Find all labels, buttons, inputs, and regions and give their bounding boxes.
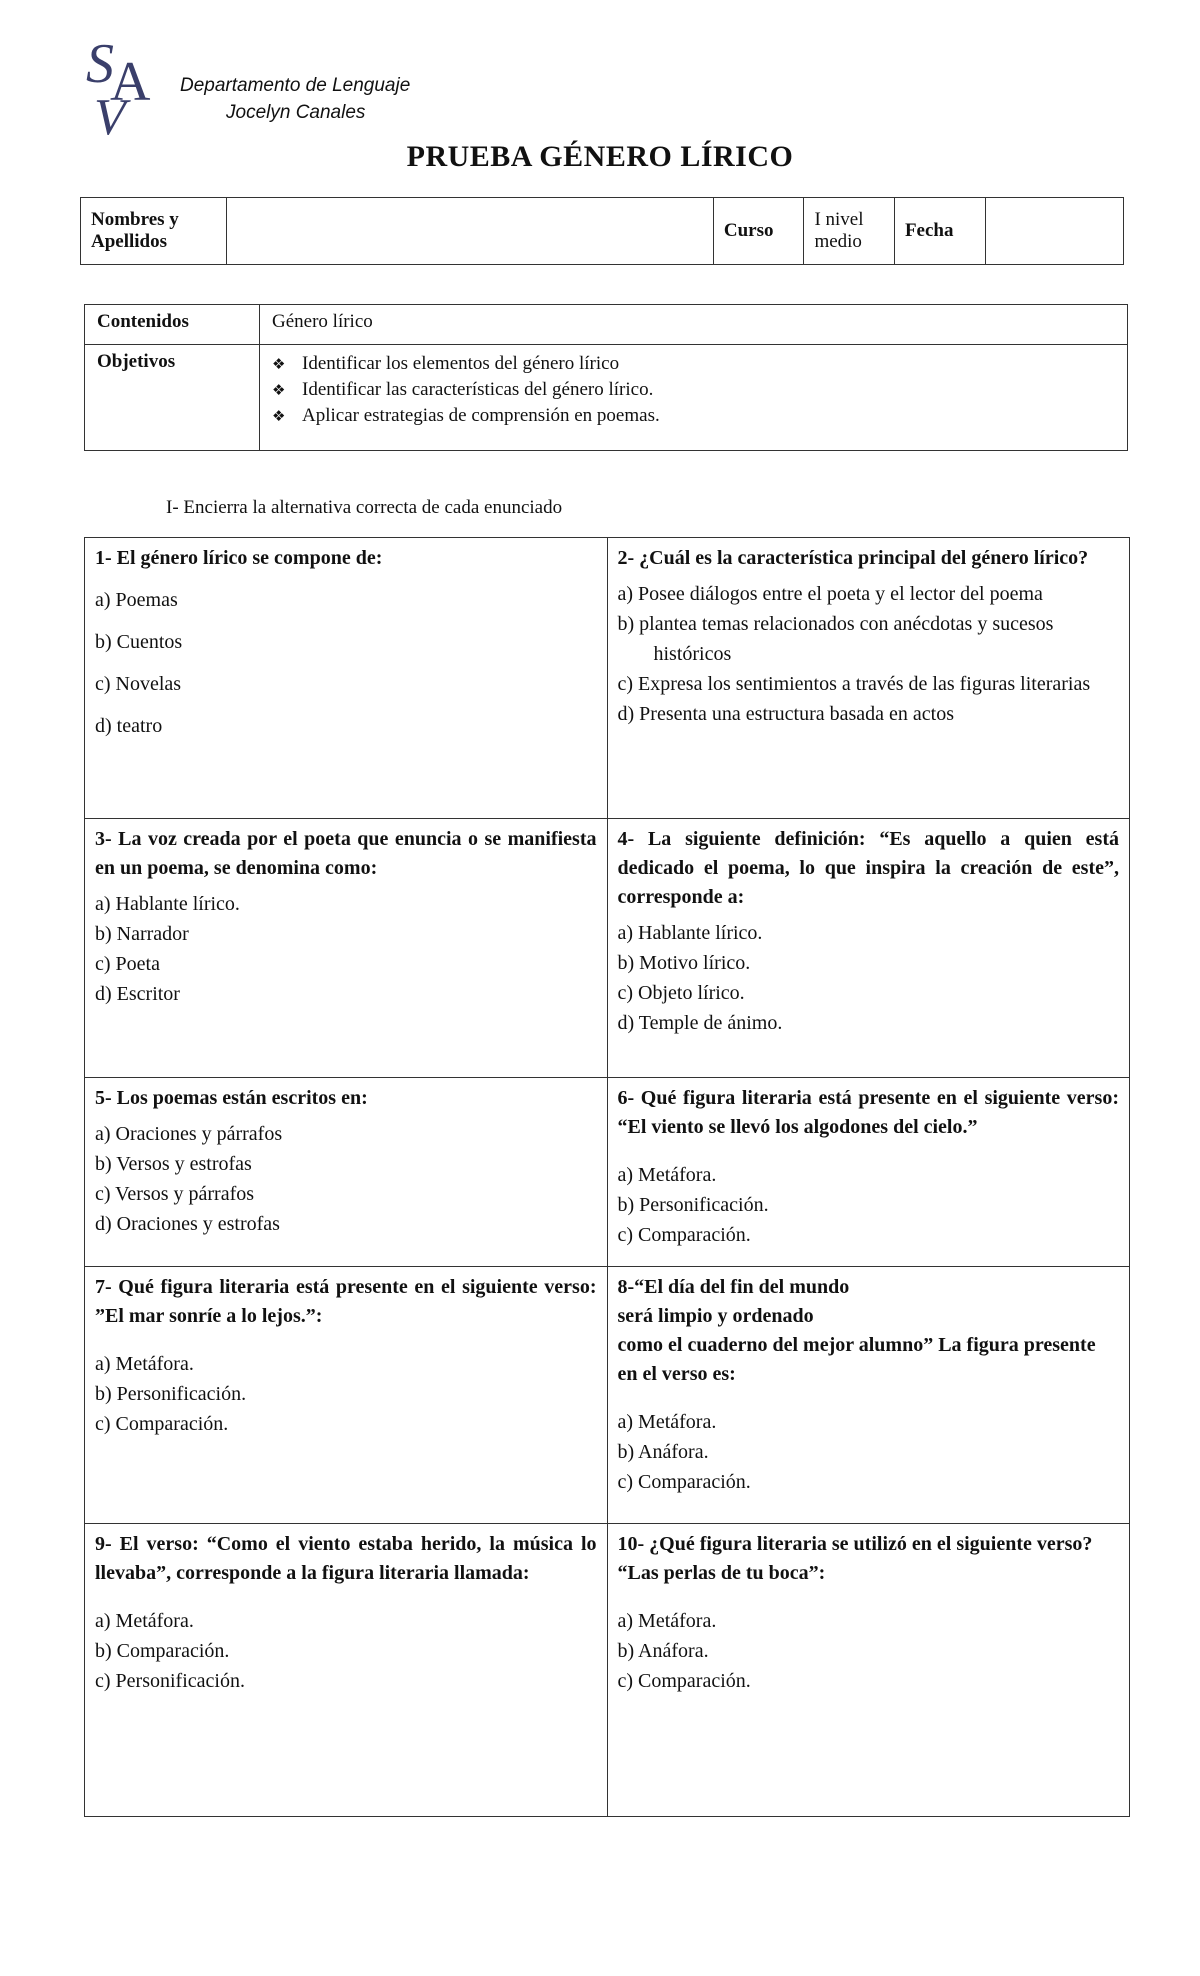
option[interactable]: b) plantea temas relacionados con anécdotas y sucesos históricos [617, 613, 1054, 665]
question-text-line: 10- ¿Qué figura literaria se utilizó en el siguiente verso? [617, 1533, 1093, 1555]
option[interactable]: b) Cuentos [95, 631, 183, 653]
contents-label: Contenidos [85, 305, 260, 345]
option[interactable]: d) Oraciones y estrofas [95, 1213, 280, 1235]
logo-letter-v: V [94, 89, 126, 140]
question-text: 3- La voz creada por el poeta que enuncia o se manifiesta en un poema, se denomina como: [95, 828, 597, 879]
question-text-line: será limpio y ordenado [617, 1305, 814, 1327]
diamond-bullet-icon: ❖ [272, 381, 286, 399]
option[interactable]: c) Expresa los sentimientos a través de las figuras literarias [617, 673, 1091, 695]
option[interactable]: a) Metáfora. [617, 1411, 717, 1433]
question-10 [607, 1524, 1130, 1817]
option[interactable]: a) Metáfora. [617, 1610, 717, 1632]
question-text [618, 1273, 1120, 1389]
question-text: 5- Los poemas están escritos en: [95, 1087, 368, 1109]
question-7 [85, 1267, 608, 1524]
objectives-label: Objetivos [85, 345, 260, 451]
objectives-cell [260, 345, 1128, 451]
options-list [618, 579, 1120, 729]
course-label: Curso [713, 198, 804, 265]
option[interactable]: a) Metáfora. [95, 1353, 194, 1375]
option[interactable]: b) Anáfora. [617, 1441, 709, 1463]
department-header [180, 72, 410, 126]
question-text-line: como el cuaderno del mejor alumno” La figura presente en el verso es: [617, 1334, 1096, 1385]
question-text: 9- El verso: “Como el viento estaba herido, la música lo llevaba”, corresponde a la figura literaria llamada: [95, 1533, 597, 1584]
option[interactable]: d) Presenta una estructura basada en actos [617, 703, 955, 725]
question-1 [85, 538, 608, 819]
option[interactable]: b) Comparación. [95, 1640, 230, 1662]
diamond-bullet-icon: ❖ [272, 355, 286, 373]
question-9 [85, 1524, 608, 1817]
options-list [95, 1119, 597, 1239]
option[interactable]: b) Anáfora. [617, 1640, 709, 1662]
objectives-list [272, 351, 1115, 429]
option[interactable]: c) Novelas [95, 673, 182, 695]
student-info-table [80, 197, 1124, 265]
question-8 [607, 1267, 1130, 1524]
option[interactable]: a) Poemas [95, 589, 178, 611]
name-label: Nombres y Apellidos [81, 198, 227, 265]
option[interactable]: a) Hablante lírico. [95, 893, 240, 915]
teacher-name: Jocelyn Canales [226, 102, 366, 123]
options-list [95, 579, 597, 747]
option[interactable]: a) Metáfora. [95, 1610, 194, 1632]
objective-item: ❖ Identificar los elementos del género lírico [272, 351, 1115, 377]
option[interactable]: d) teatro [95, 715, 163, 737]
option[interactable]: c) Comparación. [95, 1413, 229, 1435]
question-text: 1- El género lírico se compone de: [95, 547, 383, 569]
logo-letter-a: A [110, 51, 151, 113]
question-text: 4- La siguiente definición: “Es aquello a quien está dedicado el poema, lo que inspira la creación de este”, corresponde a: [617, 828, 1119, 908]
options-list [618, 1407, 1120, 1497]
options-list [95, 1349, 597, 1439]
option[interactable]: b) Personificación. [95, 1383, 247, 1405]
instruction: I- Encierra la alternativa correcta de cada enunciado [166, 497, 563, 518]
options-list [618, 918, 1120, 1038]
question-5 [85, 1078, 608, 1267]
question-text [618, 1530, 1120, 1588]
name-field[interactable] [226, 198, 713, 265]
option[interactable]: a) Hablante lírico. [617, 922, 763, 944]
question-text: 6- Qué figura literaria está presente en el siguiente verso: “El viento se llevó los algodones del cielo.” [617, 1087, 1119, 1138]
option[interactable]: d) Escritor [95, 983, 180, 1005]
option[interactable]: c) Comparación. [617, 1670, 751, 1692]
option[interactable]: c) Versos y párrafos [95, 1183, 255, 1205]
question-text-line: 8-“El día del fin del mundo [617, 1276, 850, 1298]
option[interactable]: b) Motivo lírico. [617, 952, 751, 974]
options-list [618, 1160, 1120, 1250]
option[interactable]: c) Comparación. [617, 1471, 751, 1493]
option[interactable]: d) Temple de ánimo. [617, 1012, 783, 1034]
date-label: Fecha [894, 198, 985, 265]
logo-letter-s: S [86, 33, 114, 95]
school-logo [84, 30, 164, 140]
option[interactable]: b) Personificación. [617, 1194, 769, 1216]
option[interactable]: b) Versos y estrofas [95, 1153, 252, 1175]
options-list [618, 1606, 1120, 1696]
option[interactable]: a) Posee diálogos entre el poeta y el lector del poema [617, 583, 1043, 605]
department-name: Departamento de Lenguaje [180, 75, 411, 96]
option[interactable]: c) Poeta [95, 953, 160, 975]
diamond-bullet-icon: ❖ [272, 407, 286, 425]
question-4 [607, 819, 1130, 1078]
question-2 [607, 538, 1130, 819]
question-text-line: “Las perlas de tu boca”: [617, 1562, 826, 1584]
option[interactable]: a) Oraciones y párrafos [95, 1123, 283, 1145]
option[interactable]: a) Metáfora. [617, 1164, 717, 1186]
option[interactable]: b) Narrador [95, 923, 189, 945]
contents-value: Género lírico [260, 305, 1128, 345]
questions-table [84, 537, 1130, 1817]
question-text: 2- ¿Cuál es la característica principal del género lírico? [617, 547, 1089, 569]
option[interactable]: c) Objeto lírico. [617, 982, 745, 1004]
option[interactable]: c) Comparación. [617, 1224, 751, 1246]
question-6 [607, 1078, 1130, 1267]
options-list [95, 1606, 597, 1696]
question-text: 7- Qué figura literaria está presente en el siguiente verso: ”El mar sonríe a lo lejos.”: [95, 1276, 597, 1327]
objective-item: ❖ Identificar las características del género lírico. [272, 377, 1115, 403]
option[interactable]: c) Personificación. [95, 1670, 245, 1692]
page-title: PRUEBA GÉNERO LÍRICO [406, 140, 794, 173]
course-value: I nivel medio [804, 198, 895, 265]
contents-table [84, 304, 1128, 451]
date-field[interactable] [985, 198, 1124, 265]
question-3 [85, 819, 608, 1078]
options-list [95, 889, 597, 1009]
objective-item: ❖ Aplicar estrategias de comprensión en poemas. [272, 403, 1115, 429]
